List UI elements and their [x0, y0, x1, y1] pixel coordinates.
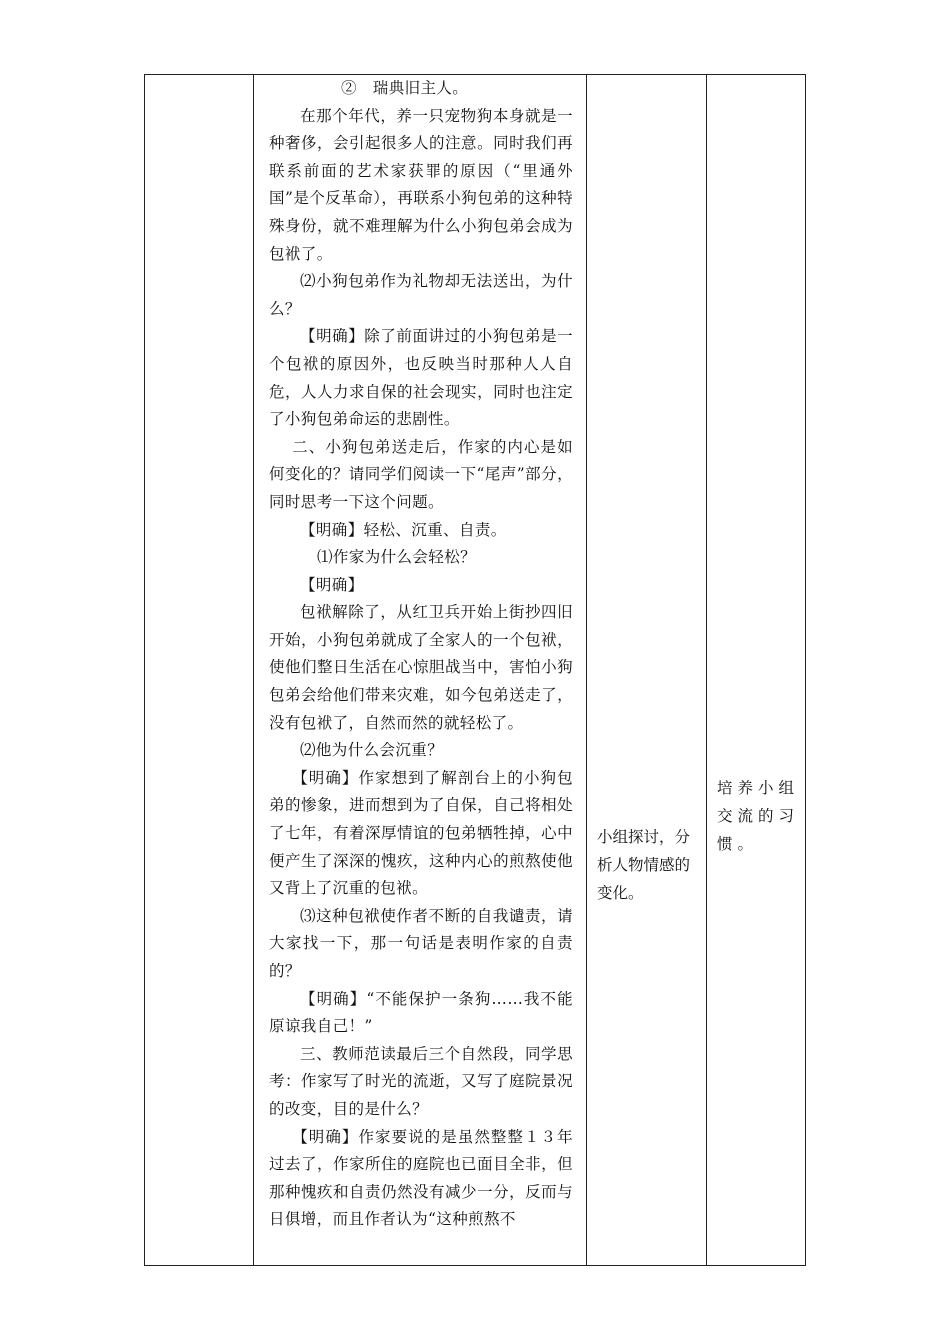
column-divider: [253, 75, 254, 1265]
content-paragraph: ② 瑞典旧主人。: [341, 79, 469, 97]
content-paragraph: 在那个年代，养一只宠物狗本身就是一种奢侈，会引起很多人的注意。同时我们再联系前面的艺术家获罪的原因（“里通外国”是个反革命），再联系小狗包弟的这种特殊身份，就不难理解为什么小狗包弟会成为包袱了。: [269, 106, 573, 263]
content-paragraph: 【明确】除了前面讲过的小狗包弟是一个包袱的原因外，也反映当时那种人人自危，人人力求自保的社会现实，同时也注定了小狗包弟命运的悲剧性。: [269, 327, 573, 429]
content-paragraph: ⑵他为什么会沉重？: [300, 741, 444, 760]
content-paragraph: 【明确】“不能保护一条狗……我不能原谅我自己！”: [269, 989, 573, 1036]
student-activity-cell: [587, 75, 707, 1265]
content-paragraph: 【明确】: [300, 575, 364, 594]
content-paragraph: 【明确】轻松、沉重、自责。: [300, 520, 507, 539]
lesson-plan-table: [144, 74, 806, 1266]
empty-first-column: [145, 75, 253, 1265]
content-paragraph: ⑶这种包袱使作者不断的自我谴责，请大家找一下，那一句话是表明作家的自责的？: [269, 906, 573, 980]
content-paragraph: 二、小狗包弟送走后，作家的内心是如何变化的？请同学们阅读一下“尾声”部分，同时思考一下这个问题。: [269, 437, 573, 511]
student-activity-text: 小组探讨，分析人物情感的变化。: [597, 828, 691, 902]
teaching-content-cell: [255, 75, 585, 1265]
design-intent-cell: [707, 75, 807, 1265]
design-intent-text: 培养小组交流的习惯。: [717, 779, 800, 853]
content-paragraph: 【明确】作家想到了解剖台上的小狗包弟的惨象，进而想到为了自保，自己将相处了七年，有着深厚情谊的包弟牺牲掉，心中便产生了深深的愧疚，这种内心的煎熬使他又背上了沉重的包袱。: [269, 768, 573, 898]
content-paragraph: 三、教师范读最后三个自然段，同学思考：作家写了时光的流逝，又写了庭院景况的改变，目的是什么？: [269, 1044, 573, 1118]
content-paragraph: 包袱解除了，从红卫兵开始上街抄四旧开始，小狗包弟就成了全家人的一个包袱，使他们整日生活在心惊胆战当中，害怕小狗包弟会给他们带来灾难，如今包弟送走了，没有包袱了，自然而然的就轻松了。: [269, 603, 573, 732]
content-paragraph: ⑴作家为什么会轻松？: [317, 548, 477, 567]
content-paragraph: ⑵小狗包弟作为礼物却无法送出，为什么？: [269, 272, 573, 318]
content-paragraph: 【明确】作家要说的是虽然整整１３年过去了，作家所住的庭院也已面目全非，但那种愧疚和自责仍然没有减少一分，反而与日俱增，而且作者认为“这种煎熬不: [269, 1127, 573, 1229]
